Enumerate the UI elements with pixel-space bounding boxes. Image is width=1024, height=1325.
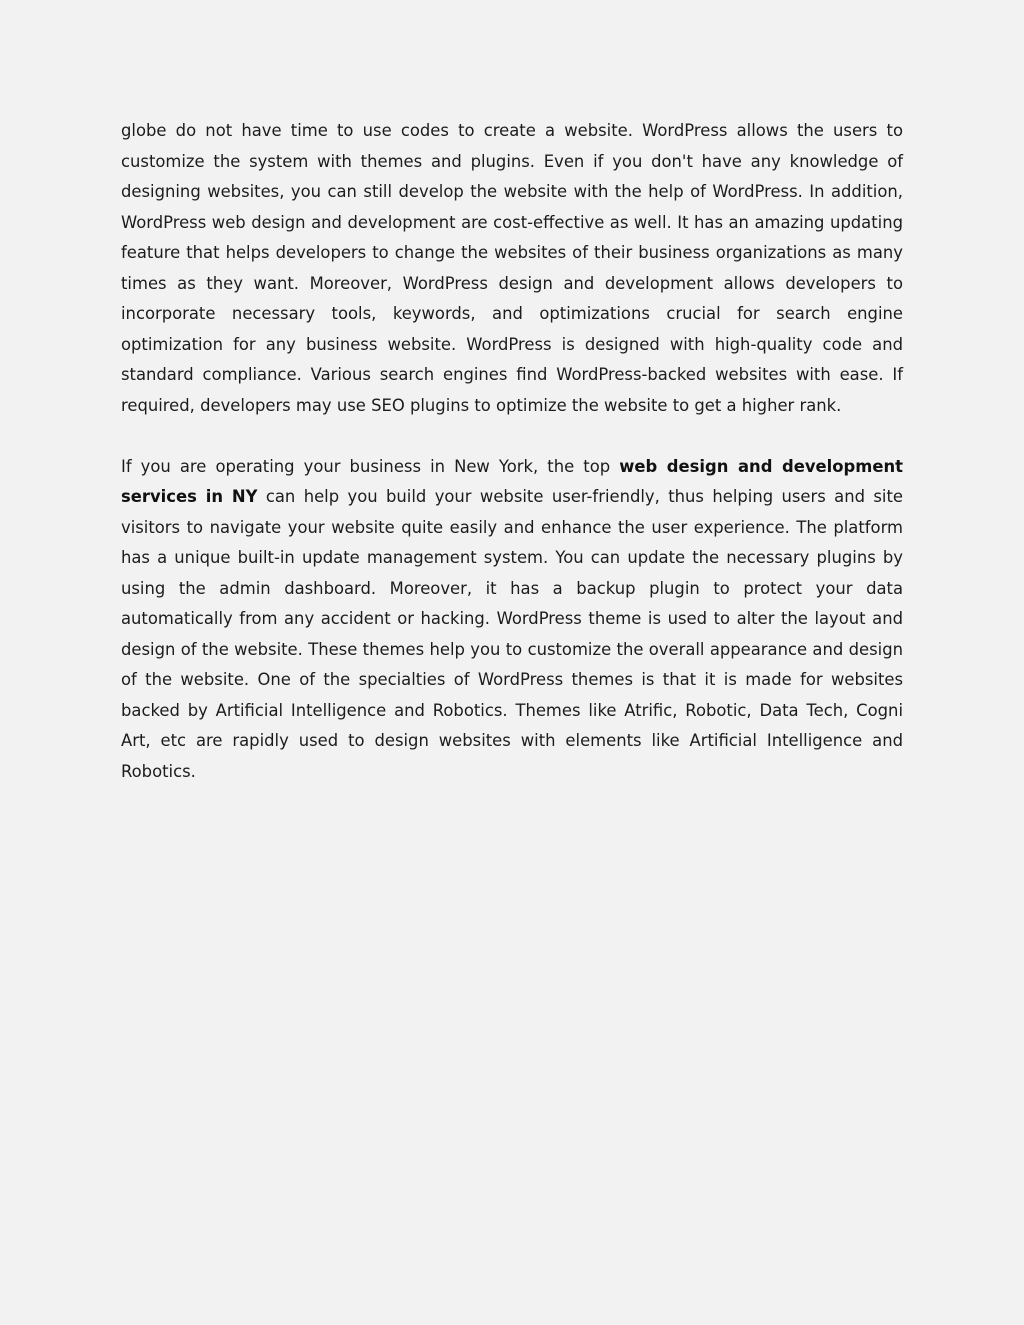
paragraph-body-text: can help you build your website user-friendly, thus helping users and site visitors to navigate your website quite easily and enhance the user experience. The platform has a unique built-in update management system. You can update the necessary plugins by using the admin dashboard. Moreover, it has a backup plugin to protect your data automatically from any accident or hacking. WordPress theme is used to alter the layout and design of the website. These themes help you to customize the overall appearance and design of the website. One of the specialties of WordPress themes is that it is made for websites backed by Artificial Intelligence and Robotics. Themes like Atrific, Robotic, Data Tech, Cogni Art, etc are rapidly used to design websites with elements like Artificial Intelligence and Robotics. bbox=[121, 487, 903, 781]
paragraph-ny-services bbox=[121, 452, 903, 788]
paragraph-wordpress-benefits: globe do not have time to use codes to create a website. WordPress allows the users to customize the system with themes and plugins. Even if you don't have any knowledge of designing websites, you can still develop the website with the help of WordPress. In addition, WordPress web design and development are cost-effective as well. It has an amazing updating feature that helps developers to change the websites of their business organizations as many times as they want. Moreover, WordPress design and development allows developers to incorporate necessary tools, keywords, and optimizations crucial for search engine optimization for any business website. WordPress is designed with high-quality code and standard compliance. Various search engines find WordPress-backed websites with ease. If required, developers may use SEO plugins to optimize the website to get a higher rank. bbox=[121, 121, 903, 415]
paragraph-lead-text: If you are operating your business in New York, the top bbox=[121, 456, 620, 476]
document-body bbox=[121, 116, 903, 818]
highlighted-service-phrase: web design and development services in NY bbox=[121, 456, 903, 506]
